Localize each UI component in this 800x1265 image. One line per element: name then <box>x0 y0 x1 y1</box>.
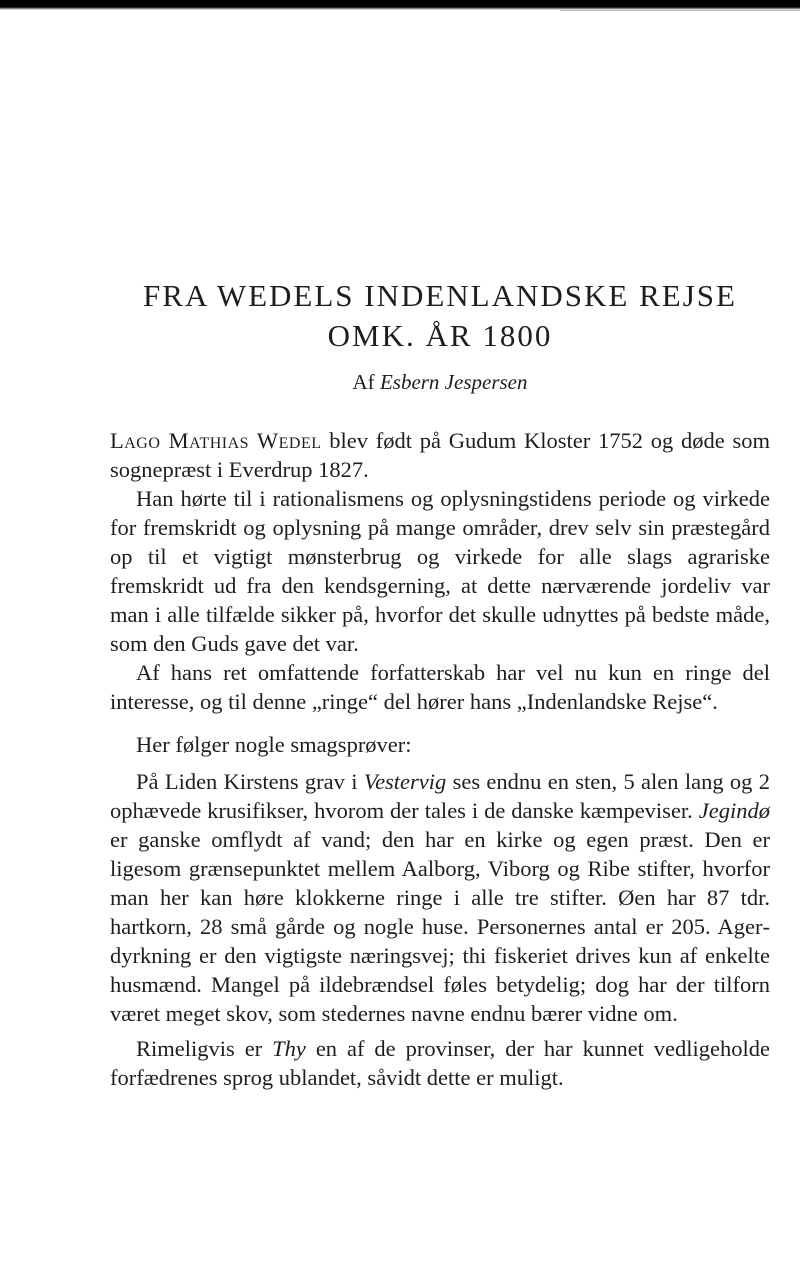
paragraph-2: Han hørte til i rationalismens og oplysningstidens periode og virkede for fremskridt og oplysning på mange områder, drev selv sin præstegård op til et vigtigt mønsterbrug og virkede for alle slags agrariske fremskridt ud fra den kendsgerning, at dette nærværende jordeliv var man i alle tilfælde sikker på, hvorfor det skulle udnyttes på bedste måde, som den Guds gave det var. <box>110 486 770 656</box>
article-title <box>110 276 770 356</box>
paragraph-6-a: Rimeligvis er <box>136 1036 273 1061</box>
scan-edge <box>0 0 800 10</box>
title-line-2: OMK. ÅR 1800 <box>327 318 553 353</box>
paragraph-1 <box>110 426 770 484</box>
place-jegindo: Jegindø <box>698 798 770 823</box>
scan-edge-line <box>560 10 800 11</box>
paragraph-3: Af hans ret omfattende forfatterskab har vel nu kun en ringe del interesse, og til denne „ringe“ del hører hans „Indenlandske Rejse“. <box>110 660 770 714</box>
title-line-1: FRA WEDELS INDENLANDSKE REJSE <box>143 278 737 313</box>
author-name: Esbern Jespersen <box>379 370 528 394</box>
paragraph-6-b: en af de provinser, der har kunnet vedligeholde forfædrenes sprog ublandet, såvidt dette er muligt. <box>110 1036 770 1090</box>
author-prefix: Af <box>352 370 375 394</box>
paragraph-5 <box>110 767 770 1028</box>
place-vestervig: Vestervig <box>363 769 447 794</box>
paragraph-5-c: er ganske omflydt af vand; den har en kirke og egen præst. Den er ligesom grænsepunktet mellem Aalborg, Viborg og Ribe stifter, hvorfor man her kan høre klokkerne ringe i alle tre stifter. Øen har 87 tdr. hartkorn, 28 små gårde og nogle huse. Personernes antal er 205. Agerdyrkning er den vigtigste næringsvej; thi fiskeriet drives kun af enkelte husmænd. Mangel på ildebrændsel føles betydelig; dog har der tilforn været meget skov, som stedernes navne endnu bærer vidne om. <box>110 827 770 1026</box>
author-line <box>110 368 770 396</box>
article-body <box>110 426 770 1092</box>
page <box>110 276 770 1092</box>
paragraph-4: Her følger nogle smagsprøver: <box>136 732 412 757</box>
paragraph-5-a: På Liden Kirstens grav i <box>136 769 364 794</box>
name-small-caps: Lago Mathias Wedel <box>110 428 322 453</box>
paragraph-5-b: ses endnu en sten, 5 alen lang og 2 ophævede krusifikser, hvorom der tales i de danske kæmpeviser. <box>110 769 770 823</box>
paragraph-6 <box>110 1034 770 1092</box>
paragraph-1-text: blev født på Gudum Kloster 1752 og døde som sognepræst i Everdrup 1827. <box>110 428 770 482</box>
place-thy: Thy <box>272 1036 306 1061</box>
